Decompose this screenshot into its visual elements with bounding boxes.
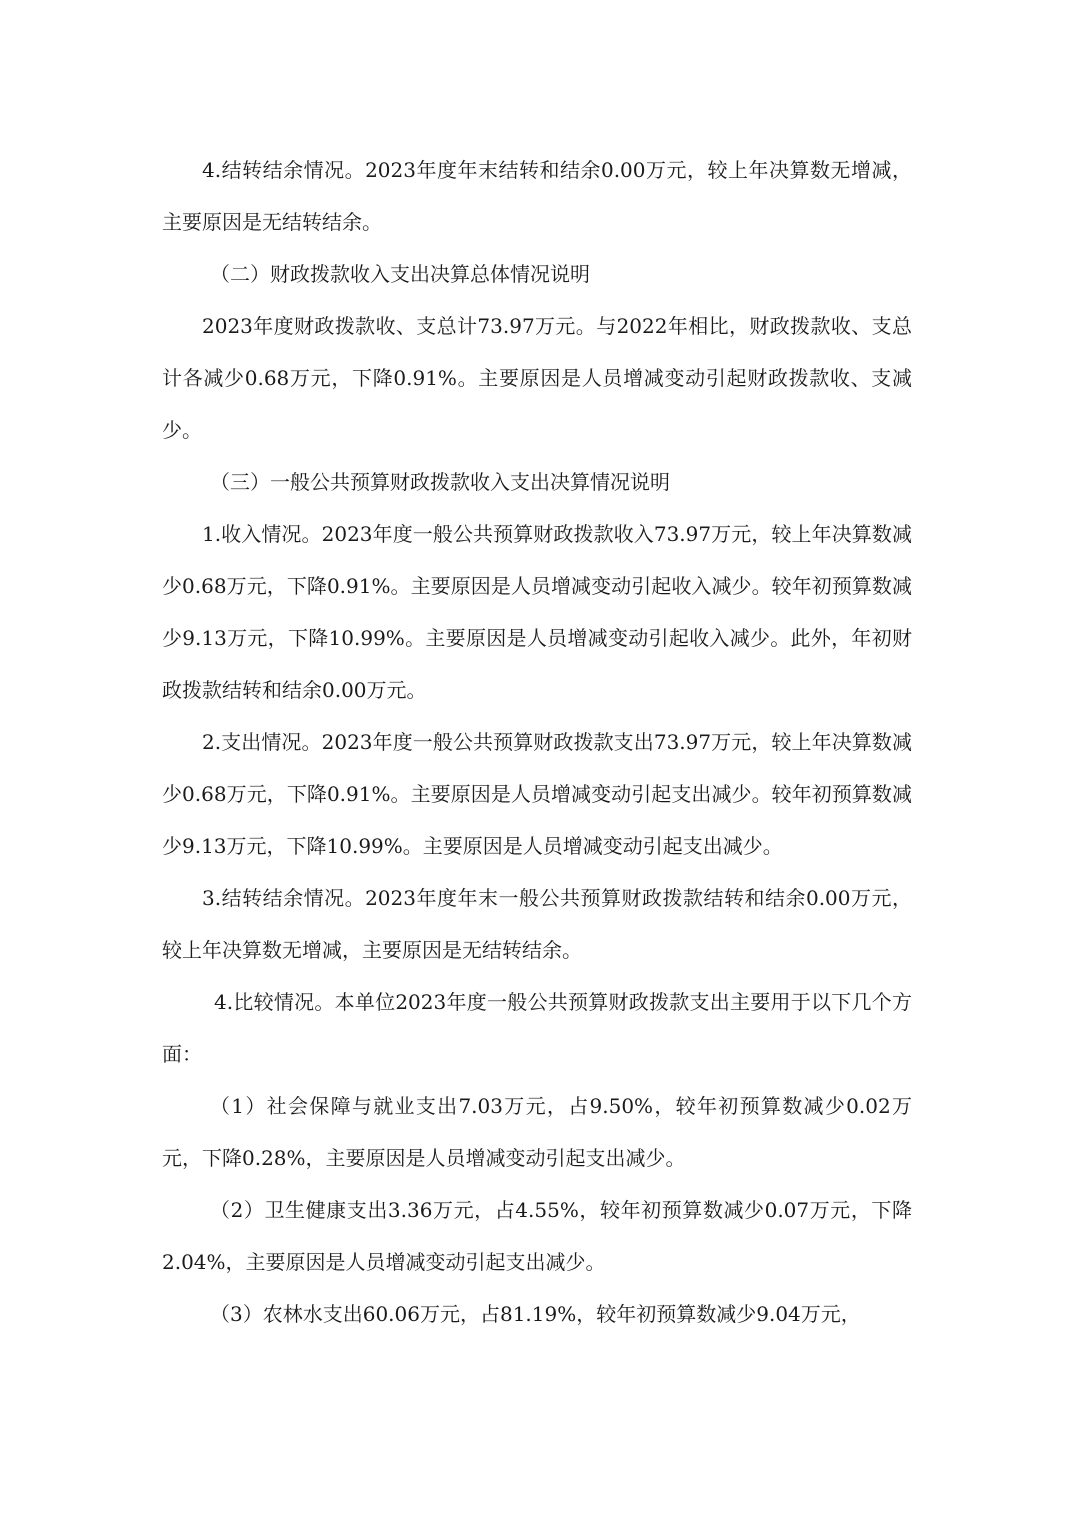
paragraph-expenditure: 2.支出情况。2023年度一般公共预算财政拨款支出73.97万元，较上年决算数减少0.68万元，下降0.91%。主要原因是人员增减变动引起支出减少。较年初预算数减少9.13万元，下降10.99%。主要原因是人员增减变动引起支出减少。 [162,730,912,858]
section-heading-general-budget: （三）一般公共预算财政拨款收入支出决算情况说明 [210,470,670,494]
paragraph-income: 1.收入情况。2023年度一般公共预算财政拨款收入73.97万元，较上年决算数减少0.68万元，下降0.91%。主要原因是人员增减变动引起收入减少。较年初预算数减少9.13万元，下降10.99%。主要原因是人员增减变动引起收入减少。此外，年初财政拨款结转和结余0.00万元。 [162,522,912,702]
paragraph-fiscal-total: 2023年度财政拨款收、支总计73.97万元。与2022年相比，财政拨款收、支总计各减少0.68万元，下降0.91%。主要原因是人员增减变动引起财政拨款收、支减少。 [162,314,912,442]
document-body [162,144,912,1340]
paragraph-item-social-security: （1）社会保障与就业支出7.03万元，占9.50%，较年初预算数减少0.02万元，下降0.28%，主要原因是人员增减变动引起支出减少。 [162,1094,912,1170]
section-heading-fiscal-overview: （二）财政拨款收入支出决算总体情况说明 [210,262,590,286]
paragraph-comparison: 4.比较情况。本单位2023年度一般公共预算财政拨款支出主要用于以下几个方面： [162,990,912,1066]
paragraph-item-agriculture: （3）农林水支出60.06万元，占81.19%，较年初预算数减少9.04万元， [210,1302,861,1326]
paragraph-carryover-balance: 4.结转结余情况。2023年度年末结转和结余0.00万元，较上年决算数无增减，主要原因是无结转结余。 [162,158,912,234]
paragraph-item-health: （2）卫生健康支出3.36万元，占4.55%，较年初预算数减少0.07万元，下降2.04%，主要原因是人员增减变动引起支出减少。 [162,1198,912,1274]
paragraph-general-carryover: 3.结转结余情况。2023年度年末一般公共预算财政拨款结转和结余0.00万元，较上年决算数无增减，主要原因是无结转结余。 [162,886,912,962]
